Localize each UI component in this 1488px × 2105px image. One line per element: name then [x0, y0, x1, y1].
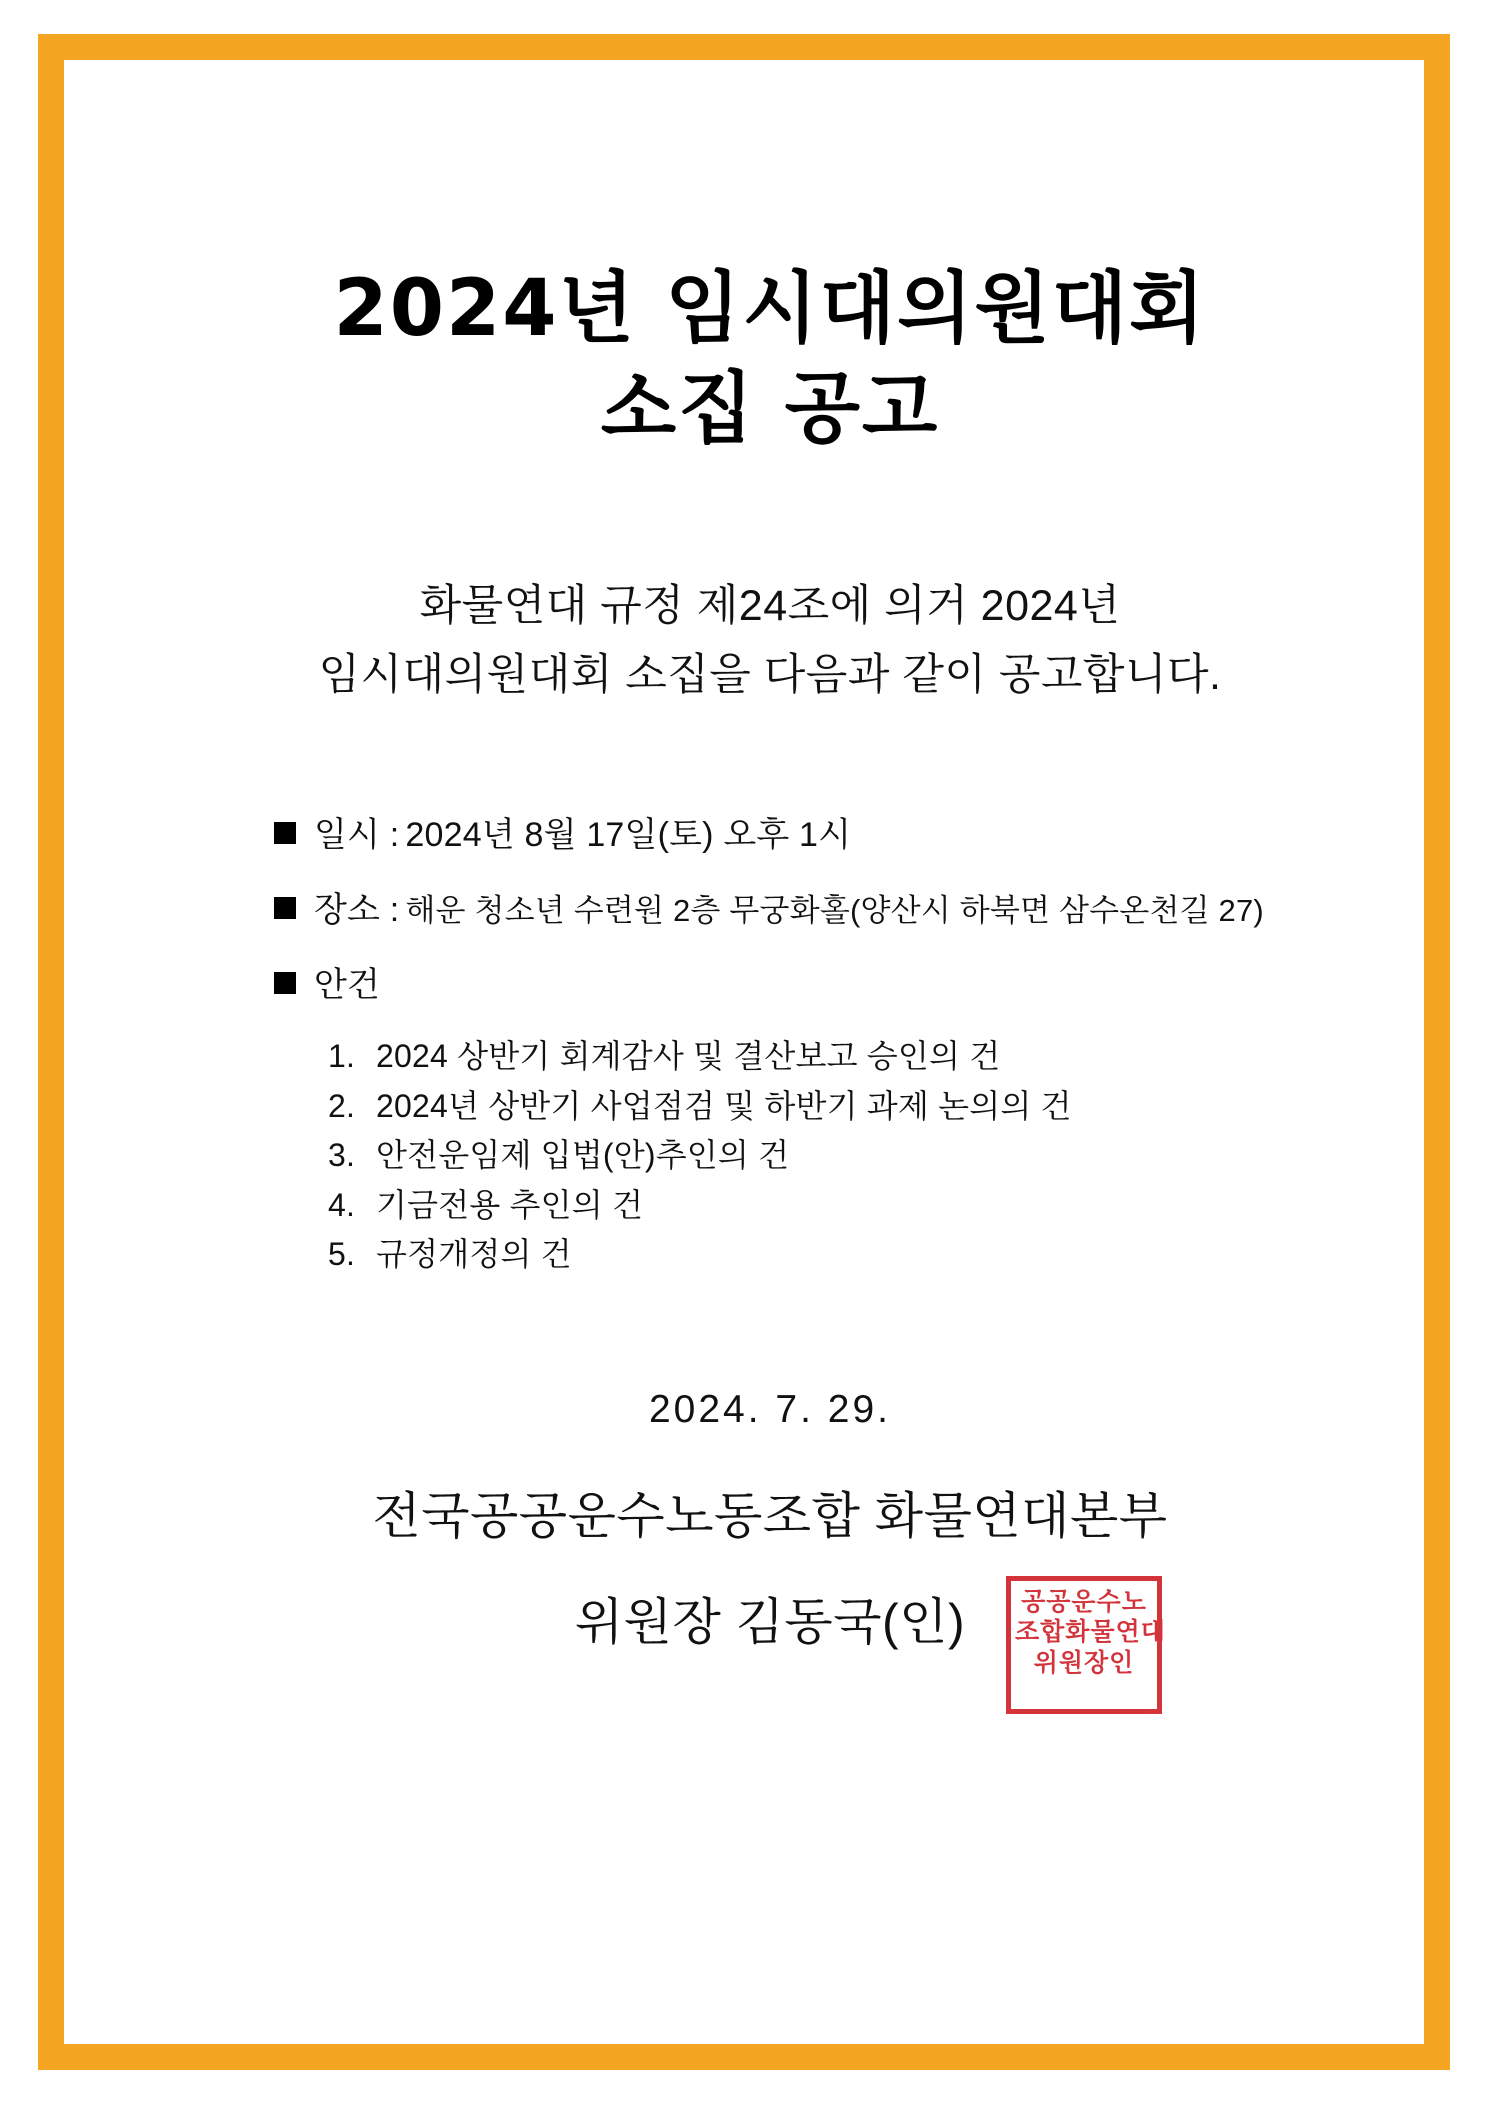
poster-content	[128, 120, 1412, 2050]
square-bullet-icon	[274, 972, 296, 994]
orange-border-frame	[38, 34, 1450, 2070]
square-bullet-icon	[274, 822, 296, 844]
list-item	[328, 1082, 1412, 1132]
list-item	[328, 1032, 1412, 1082]
agenda-number: 4.	[328, 1186, 356, 1223]
detail-value-datetime: 2024년 8월 17일(토) 오후 1시	[405, 815, 852, 854]
intro-line-2: 임시대의원대회 소집을 다음과 같이 공고합니다.	[318, 651, 1222, 700]
square-bullet-icon	[274, 897, 296, 919]
details-list	[128, 807, 1412, 1006]
detail-value-location: 해운 청소년 수련원 2층 무궁화홀(양산시 하북면 삼수온천길 27)	[405, 892, 1264, 928]
seal-line-1: 공공운수노	[1021, 1586, 1147, 1616]
intro-line-1: 화물연대 규정 제24조에 의거 2024년	[419, 581, 1121, 630]
list-item	[328, 1230, 1412, 1280]
detail-label-datetime: 일시 :	[314, 815, 400, 854]
intro-paragraph	[128, 572, 1412, 711]
seal-line-2: 조합화물연대	[1015, 1617, 1166, 1647]
page-title	[128, 260, 1412, 460]
agenda-text: 2024 상반기 회계감사 및 결산보고 승인의 건	[376, 1037, 1001, 1074]
detail-label-agenda: 안건	[314, 965, 381, 1004]
agenda-text: 안전운임제 입법(안)추인의 건	[376, 1137, 790, 1174]
signature-block	[128, 1582, 1412, 1692]
agenda-list	[128, 1032, 1412, 1280]
detail-row-agenda	[274, 957, 1412, 1006]
agenda-number: 1.	[328, 1037, 356, 1074]
list-item	[328, 1131, 1412, 1181]
detail-label-location: 장소 :	[314, 890, 400, 929]
agenda-number: 3.	[328, 1137, 356, 1174]
detail-row-location	[274, 882, 1412, 931]
organization-name: 전국공공운수노동조합 화물연대본부	[372, 1487, 1168, 1544]
signer-name: 위원장 김동국(인)	[574, 1593, 966, 1650]
official-seal-stamp	[1006, 1576, 1166, 1714]
issue-date: 2024. 7. 29.	[648, 1387, 891, 1431]
title-line-1: 2024년 임시대의원대회	[333, 264, 1207, 354]
seal-line-3: 위원장인	[1033, 1647, 1135, 1677]
agenda-number: 5.	[328, 1236, 356, 1273]
agenda-text: 기금전용 추인의 건	[376, 1186, 644, 1223]
detail-row-datetime	[274, 807, 1412, 856]
agenda-text: 2024년 상반기 사업점검 및 하반기 과제 논의의 건	[376, 1087, 1072, 1124]
agenda-number: 2.	[328, 1087, 356, 1124]
title-line-2: 소집 공고	[600, 363, 940, 454]
agenda-text: 규정개정의 건	[376, 1236, 572, 1273]
list-item	[328, 1181, 1412, 1231]
